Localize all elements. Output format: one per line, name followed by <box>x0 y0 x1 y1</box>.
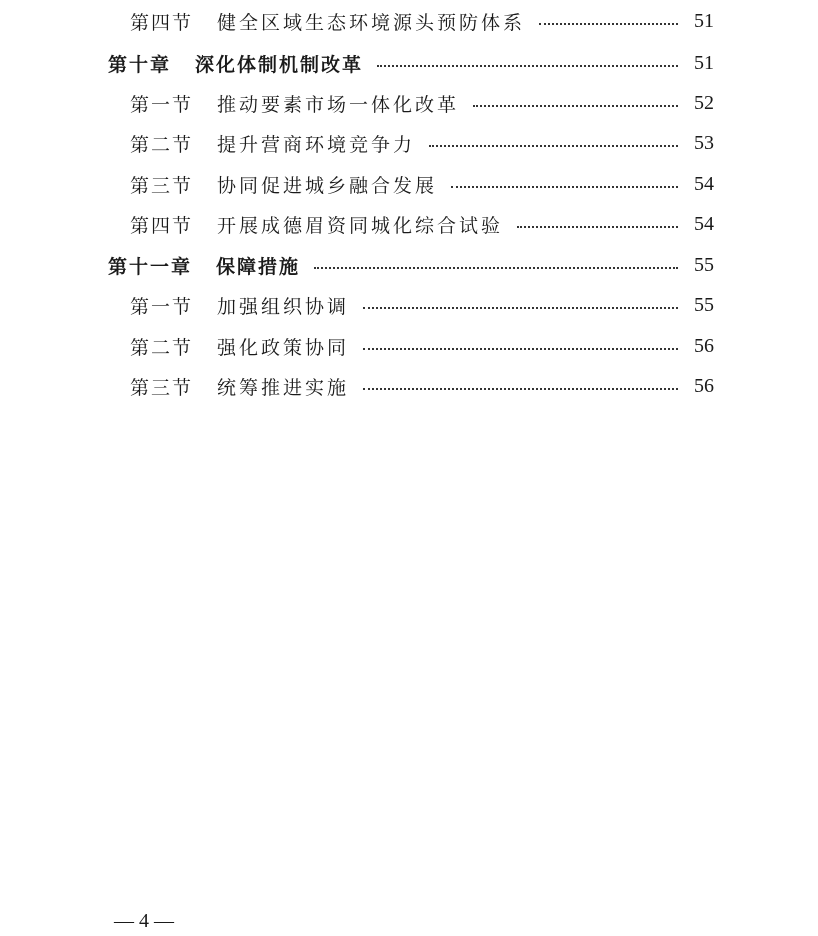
toc-entry-page: 56 <box>694 374 714 397</box>
dot-leader <box>363 388 678 390</box>
toc-entry <box>130 370 714 402</box>
toc-entry-page: 51 <box>694 9 714 32</box>
dot-leader <box>314 267 678 269</box>
toc-entry-label: 第四节 <box>130 11 194 34</box>
toc-entry <box>130 127 714 159</box>
dot-leader <box>517 226 678 228</box>
toc-entry-label: 第二节 <box>130 336 194 359</box>
toc-entry <box>130 289 714 321</box>
toc-chapter-title: 深化体制机制改革 <box>195 53 364 76</box>
toc-entry-title: 提升营商环境竞争力 <box>217 133 416 156</box>
toc-entry-title: 强化政策协同 <box>217 336 350 359</box>
toc-entry <box>130 208 714 240</box>
dot-leader <box>451 186 678 188</box>
dot-leader <box>429 145 678 147</box>
toc-entry <box>130 168 714 200</box>
toc-entry-page: 52 <box>694 91 714 114</box>
toc-entry-title: 推动要素市场一体化改革 <box>217 93 460 116</box>
toc-entry-title: 健全区域生态环境源头预防体系 <box>217 11 526 34</box>
toc-chapter-label: 第十章 <box>108 53 172 76</box>
toc-entry-page: 54 <box>694 212 714 235</box>
dot-leader <box>363 307 678 309</box>
page-number-footer: — 4 — <box>114 910 174 932</box>
toc-entry-label: 第四节 <box>130 214 194 237</box>
toc-entry-page: 55 <box>694 253 714 276</box>
toc-entry-label: 第三节 <box>130 174 194 197</box>
toc-entry-title: 开展成德眉资同城化综合试验 <box>217 214 504 237</box>
toc-chapter-title: 保障措施 <box>216 255 301 278</box>
toc-entry-label: 第一节 <box>130 93 194 116</box>
toc-entry <box>130 5 714 37</box>
toc-entry-page: 56 <box>694 334 714 357</box>
toc-chapter-entry <box>108 249 714 281</box>
toc-entry-title: 加强组织协调 <box>217 295 350 318</box>
dot-leader <box>473 105 678 107</box>
toc-entry <box>130 87 714 119</box>
toc-chapter-label: 第十一章 <box>108 255 193 278</box>
dot-leader <box>377 65 678 67</box>
toc-entry-title: 协同促进城乡融合发展 <box>217 174 438 197</box>
toc-chapter-entry <box>108 47 714 79</box>
toc-entry <box>130 330 714 362</box>
toc-entry-page: 54 <box>694 172 714 195</box>
dot-leader <box>539 23 678 25</box>
toc-entry-page: 51 <box>694 51 714 74</box>
toc-entry-label: 第一节 <box>130 295 194 318</box>
dot-leader <box>363 348 678 350</box>
toc-entry-label: 第三节 <box>130 376 194 399</box>
toc-entry-title: 统筹推进实施 <box>217 376 350 399</box>
toc-entry-page: 53 <box>694 131 714 154</box>
toc-entry-label: 第二节 <box>130 133 194 156</box>
toc-entry-page: 55 <box>694 293 714 316</box>
